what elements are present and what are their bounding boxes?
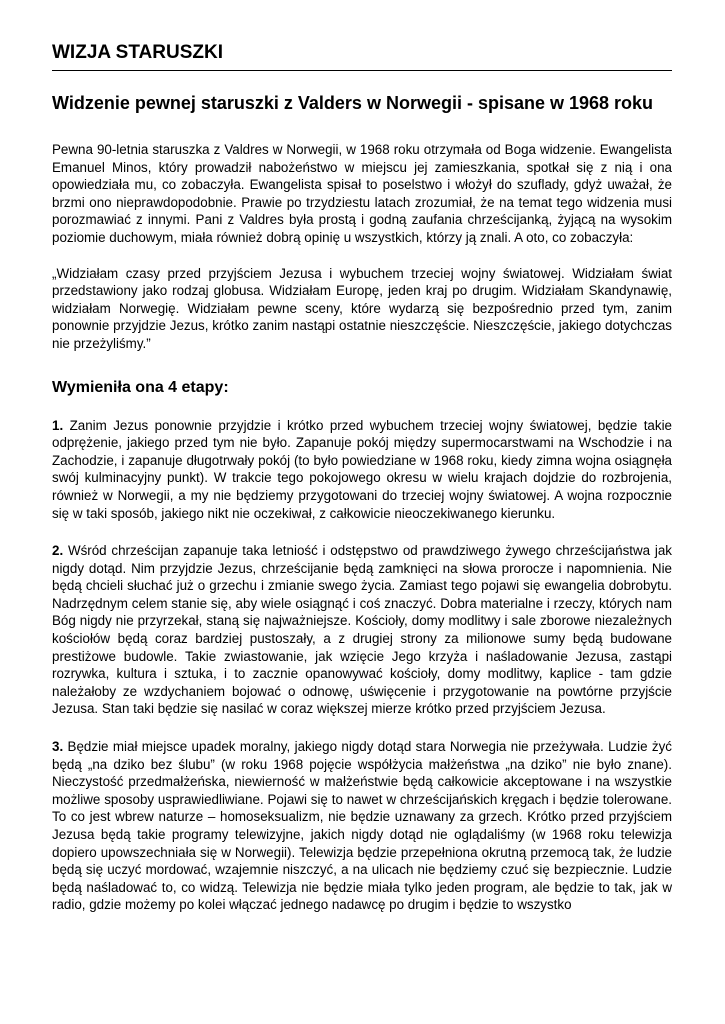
stages-heading: Wymieniła ona 4 etapy: bbox=[52, 378, 229, 396]
stage-number: 3. bbox=[52, 739, 64, 755]
document-title: WIZJA STARUSZKI bbox=[52, 40, 672, 71]
document-subtitle: Widzenie pewnej staruszki z Valders w Norwegii - spisane w 1968 roku bbox=[52, 93, 654, 113]
stage-paragraph-3 bbox=[52, 738, 672, 914]
stage-paragraph-2 bbox=[52, 542, 672, 718]
quote-paragraph: „Widziałam czasy przed przyjściem Jezusa i wybuchem trzeciej wojny światowej. Widziałam świat przedstawiony jako rodzaj globusa. Widziałam Europę, jeden kraj po drugim. Widziałam Skandynawię, widziałam Norwegię. Widziałam pewne sceny, które wydarzą się bezpośrednio przed tym, zanim ponownie przyjdzie Jezus, krótko zanim nastąpi ostatnie nieszczęście. Nieszczęście, jakiego dotychczas nie przeżyliśmy.” bbox=[52, 265, 672, 351]
stage-number: 2. bbox=[52, 543, 64, 559]
intro-paragraph: Pewna 90-letnia staruszka z Valdres w Norwegii, w 1968 roku otrzymała od Boga widzenie. Ewangelista Emanuel Minos, który prowadził nabożeństwo w miejscu jej zamieszkania, spotkał się z nią i ona opowiedziała mu, co zobaczyła. Ewangelista spisał to poselstwo i włożył do szuflady, gdyż uważał, że brzmi ono nieprawdopodobnie. Prawie po trzydziestu latach zrozumiał, że na temat tego widzenia musi porozmawiać z innymi. Pani z Valdres była prostą i godną zaufania chrześcijanką, żyjącą na wysokim poziomie duchowym, miała również dobrą opinię u wszystkich, którzy ją znali. A oto, co zobaczyła: bbox=[52, 142, 672, 245]
stage-number: 1. bbox=[52, 417, 64, 433]
stage-text: Wśród chrześcijan zapanuje taka letniość i odstępstwo od prawdziwego żywego chrześcijaństwa jak nigdy dotąd. Nim przyjdzie Jezus, chrześcijanie będą zamknięci na słowa proroczе i napomnienia. Nie będą chcieli słuchać już o grzechu i zmianie swego życia. Zamiast tego pojawi się ewangelia dobrobytu. Nadrzędnym celem stanie się, aby wiele osiągnąć i coś znaczyć. Dobra materialne i rzeczy, których nam Bóg nigdy nie przyrzekał, staną się najważniejsze. Kościoły, domy modlitwy i sale zborowe niezależnych kościołów będą coraz bardziej pustoszały, a z drugiej strony za milionowe sumy będą budowane prestiżowe budowle. Takie zwiastowanie, jak wzięcie Jego krzyża i naśladowanie Jezusa, zastąpi rozrywka, kultura i sztuka, i to zacznie opanowywać kościoły, domy modlitwy, kaplice - tam gdzie należałoby ze wzdychaniem bojować o odnowę, uświęcenie i przygotowanie na powtórne przyjście Jezusa. Stan taki będzie się nasilać w coraz większej mierze krótko przed przyjściem Jezusa. bbox=[52, 543, 672, 717]
stage-text: Będzie miał miejsce upadek moralny, jakiego nigdy dotąd stara Norwegia nie przeżywała. Ludzie żyć będą „na dziko bez ślubu” (w roku 1968 pojęcie współżycia małżeństwa „na dziko” nie było znane). Nieczystość przedmałżeńska, niewierność w małżeństwie będą całkowicie akceptowane i na wszystkie możliwe sposoby usprawiedliwiane. Pojawi się to nawet w chrześcijańskich kręgach i będzie tolerowane. To co jest wbrew naturze – homoseksualizm, nie będzie uznawany za grzech. Krótko przed przyjściem Jezusa będą takie programy telewizyjne, jakich nigdy dotąd nie oglądaliśmy (w 1968 roku telewizja dopiero upowszechniała się w Norwegii). Telewizja będzie przepełniona okrutną przemocą tak, że ludzie będą się uczyć mordować, wzajemnie niszczyć, a na ulicach nie będziemy czuć się bezpiecznie. Ludzie będą naśladować to, co widzą. Telewizja nie będzie miała tylko jeden program, ale będzie to tak, jak w radio, gdzie możemy po kolei włączać jednego nadawcę po drugim i będzie to wszystko bbox=[52, 739, 672, 913]
stage-paragraph-1 bbox=[52, 417, 672, 523]
stage-text: Zanim Jezus ponownie przyjdzie i krótko przed wybuchem trzeciej wojny światowej, będzie takie odprężenie, jakiego przed tym nie było. Zapanuje pokój między supermocarstwami na Wschodzie i na Zachodzie, i zapanuje długotrwały pokój (to było powiedziane w 1968 roku, kiedy zimna wojna osiągnęła swój kulminacyjny punkt). W trakcie tego pokojowego okresu w wielu krajach dojdzie do rozbrojenia, również w Norwegii, a my nie będziemy przygotowani do trzeciej wojny światowej. A wojna rozpocznie się w taki sposób, jakiego nikt nie oczekiwał, z całkowicie nieoczekiwanego kierunku. bbox=[52, 417, 672, 521]
document-page bbox=[52, 40, 672, 914]
